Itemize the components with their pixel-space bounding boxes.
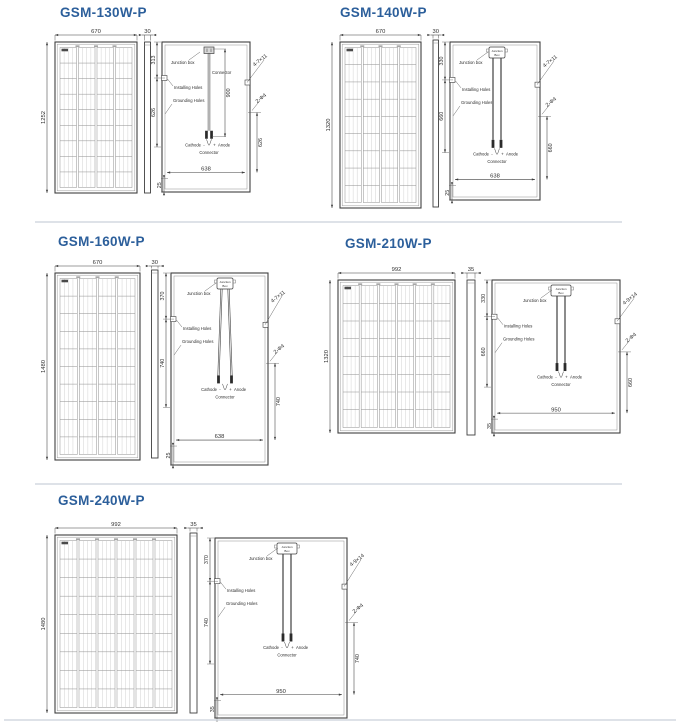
dim-back-mid: 660: [480, 347, 487, 357]
dim-back-top: 370: [203, 555, 210, 565]
dim-back-bottom-offset: 25: [445, 189, 451, 196]
dim-side-thickness: 35: [467, 267, 475, 274]
dim-arrow: [546, 176, 548, 179]
frame-clamp-mark: [358, 283, 362, 285]
drawing-line: [495, 148, 497, 154]
dim-arrow: [161, 265, 164, 267]
drawing-line: [229, 289, 232, 375]
front-frame: [55, 535, 177, 713]
dim-back-bottom-width: 950: [276, 688, 286, 695]
dim-arrow: [156, 144, 158, 147]
dim-arrow: [242, 171, 245, 173]
drawing-line: [225, 384, 227, 390]
dim-back-bottom-width: 638: [490, 173, 500, 180]
frame-clamp-mark: [431, 283, 435, 285]
dim-back-bottom-width: 638: [201, 166, 211, 173]
junction-box-text: Box: [558, 290, 564, 295]
junction-box-text: Box: [494, 52, 500, 57]
dim-arrow: [329, 430, 331, 433]
drawing-line: [168, 79, 174, 86]
back-view: [481, 280, 639, 436]
dim-arrow: [156, 75, 158, 78]
dim-mount-holes: 4-9×14: [348, 553, 366, 569]
panel-section-gsm-160w-p: [41, 260, 287, 468]
dim-arrow: [224, 49, 226, 52]
front-view: [55, 535, 177, 713]
label-installing-holes: Installing Holes: [227, 588, 256, 594]
drawing-line: [561, 372, 563, 378]
back-view: [160, 273, 287, 468]
mounting-hole: [535, 82, 540, 87]
label-connector-bottom: Connector: [215, 394, 235, 400]
label-junction-box: Junction box: [171, 60, 195, 65]
dim-back-bottom-width: 638: [214, 434, 225, 441]
panel-section-gsm-240w-p: [41, 522, 366, 721]
drawing-line: [209, 139, 211, 145]
dim-arrow: [139, 34, 142, 36]
nameplate-mark: [347, 49, 354, 52]
junction-box: [549, 285, 574, 296]
dim-arrow: [174, 527, 177, 529]
dim-arrow: [146, 265, 149, 267]
dim-ground-holes: 2-Φ4: [544, 96, 558, 109]
panel-title-gsm-210w-p: GSM-210W-P: [345, 236, 432, 251]
dim-arrow: [274, 363, 276, 366]
junction-box-text: Junction: [281, 544, 293, 549]
dim-arrow: [46, 535, 48, 538]
dim-front-width: 670: [92, 260, 103, 267]
dim-back-bottom-width: 950: [551, 407, 561, 414]
drawing-rect: [57, 537, 175, 711]
dim-arrow: [156, 42, 158, 45]
junction-box-text: Box: [222, 283, 228, 288]
dim-arrow: [165, 273, 167, 276]
dim-arrow: [338, 272, 341, 274]
dim-arrow: [55, 34, 58, 36]
dim-arrow: [486, 280, 488, 283]
nameplate-mark: [62, 542, 69, 545]
dim-arrow: [331, 42, 333, 45]
connector: [564, 363, 567, 371]
frame-clamp-mark: [113, 45, 117, 47]
dim-cable-length: 900: [226, 88, 233, 98]
frame-clamp-mark: [76, 45, 80, 47]
drawing-line: [497, 148, 499, 154]
dim-mount-holes: 4-7×11: [270, 289, 287, 305]
frame-clamp-mark: [133, 538, 137, 540]
label-connector-bottom: Connector: [551, 382, 571, 388]
dim-arrow: [220, 694, 223, 696]
drawing-rect: [215, 280, 218, 283]
dim-arrow: [256, 113, 258, 116]
front-view: [338, 280, 455, 433]
dim-arrow: [176, 439, 179, 441]
dim-arrow: [209, 661, 211, 664]
panel-title-gsm-140w-p: GSM-140W-P: [340, 5, 427, 20]
dim-back-mid: 626: [150, 108, 157, 117]
dim-back-top: 330: [480, 293, 487, 303]
panel-title-gsm-130w-p: GSM-130W-P: [60, 5, 147, 20]
dim-mount-holes: 4-7×11: [542, 54, 559, 70]
dim-back-mid: 740: [159, 358, 166, 368]
dim-arrow: [209, 538, 211, 541]
dim-front-width: 992: [111, 522, 121, 529]
label-installing-holes: Installing Holes: [183, 326, 212, 332]
dim-ground-holes: 2-Φ4: [351, 602, 365, 615]
dim-arrow: [46, 710, 48, 713]
dim-arrow: [353, 691, 355, 694]
connector: [217, 375, 220, 383]
junction-box-text: Junction: [555, 286, 567, 291]
label-cathode: Cathode: [473, 151, 489, 157]
drawing-line: [559, 372, 561, 378]
junction-box: [215, 278, 236, 289]
polarity-minus: -: [491, 151, 493, 157]
dim-side-thickness: 30: [151, 260, 158, 267]
dim-front-height: 1320: [325, 118, 332, 132]
cables: [205, 54, 213, 139]
label-anode: Anode: [506, 151, 519, 157]
label-junction-box: Junction box: [249, 556, 273, 561]
side-frame: [190, 533, 197, 713]
drawing-line: [456, 81, 462, 88]
connector: [205, 131, 208, 139]
drawing-line: [218, 289, 221, 375]
side-view: [467, 280, 475, 435]
frame-clamp-mark: [94, 45, 98, 47]
dim-back-right: 740: [355, 654, 362, 664]
back-view: [204, 538, 366, 721]
dim-arrow: [339, 694, 342, 696]
dim-arrow: [497, 412, 500, 414]
connector: [210, 131, 213, 139]
side-view: [433, 40, 439, 207]
junction-box-text: Junction: [491, 48, 503, 53]
label-connector-bottom: Connector: [199, 149, 219, 155]
frame-clamp-mark: [76, 276, 80, 278]
label-cathode: Cathode: [537, 374, 553, 380]
dim-back-bottom-offset: 25: [166, 452, 172, 459]
dim-arrow: [626, 410, 628, 413]
dim-arrow: [340, 34, 343, 36]
front-frame: [55, 42, 137, 193]
dim-ground-holes: 2-Φ4: [272, 343, 286, 356]
polarity-plus: +: [501, 151, 504, 157]
dim-arrow: [427, 34, 430, 36]
label-anode: Anode: [218, 142, 231, 148]
frame-clamp-mark: [379, 45, 383, 47]
frame-clamp-mark: [360, 45, 364, 47]
dim-arrow: [444, 80, 446, 83]
nameplate-mark: [345, 287, 352, 290]
dim-arrow: [46, 42, 48, 45]
drawing-rect: [487, 49, 490, 52]
drawing-line: [207, 139, 209, 145]
polarity-minus: -: [281, 645, 283, 650]
dim-arrow: [626, 352, 628, 355]
back-view: [151, 42, 269, 195]
drawing-line: [221, 582, 227, 589]
dim-arrow: [260, 439, 263, 441]
label-grounding-holes: Grounding Holes: [503, 336, 535, 342]
dim-arrow: [452, 272, 455, 274]
polarity-minus: -: [219, 386, 221, 392]
nameplate-mark: [62, 280, 69, 283]
junction-box-text: Box: [284, 548, 290, 553]
dim-back-bottom-offset: 25: [157, 182, 163, 189]
label-grounding-holes: Grounding Holes: [173, 98, 205, 103]
dim-back-top: 370: [159, 291, 166, 301]
connector: [500, 140, 503, 148]
frame-clamp-mark: [152, 538, 156, 540]
front-view: [55, 42, 137, 193]
dim-back-top: 313: [150, 55, 157, 65]
drawing-rect: [571, 287, 574, 290]
label-installing-holes: Installing Holes: [504, 323, 533, 329]
label-installing-holes: Installing Holes: [174, 85, 203, 90]
connector: [282, 634, 285, 642]
dim-arrow: [353, 623, 355, 626]
polarity-plus: +: [565, 374, 568, 380]
dim-arrow: [532, 178, 535, 180]
mounting-hole: [615, 319, 620, 324]
drawing-rect: [342, 44, 419, 206]
polarity-minus: -: [203, 142, 205, 148]
junction-box-body: [204, 47, 214, 54]
junction-box: [204, 47, 214, 54]
mounting-hole: [263, 322, 268, 327]
connector: [492, 140, 495, 148]
drawing-line: [177, 320, 183, 327]
label-junction-box: Junction box: [187, 291, 211, 296]
drawing-line: [495, 343, 502, 353]
label-connector-bottom: Connector: [277, 652, 297, 658]
drawing-line: [189, 52, 200, 60]
dim-front-width: 992: [391, 267, 402, 274]
dim-front-height: 1480: [40, 617, 47, 631]
dim-back-mid: 660: [438, 111, 445, 121]
label-grounding-holes: Grounding Holes: [226, 601, 258, 607]
dim-ground-holes: 2-Φ4: [624, 332, 638, 345]
drawing-rect: [505, 49, 508, 52]
frame-clamp-mark: [397, 45, 401, 47]
label-connector-bottom: Connector: [487, 158, 507, 164]
frame-clamp-mark: [95, 538, 99, 540]
dim-arrow: [256, 169, 258, 172]
dim-back-right: 660: [628, 378, 635, 388]
dim-arrow: [612, 412, 615, 414]
side-frame: [467, 280, 475, 435]
drawing-rect: [275, 545, 278, 548]
dim-arrow: [274, 437, 276, 440]
polarity-plus: +: [213, 142, 216, 148]
dim-back-right: 660: [548, 143, 555, 153]
label-cathode: Cathode: [201, 386, 217, 392]
dim-arrow: [444, 42, 446, 45]
dim-arrow: [224, 134, 226, 137]
dim-mount-holes: 4-9×14: [621, 291, 639, 307]
label-installing-holes: Installing Holes: [462, 86, 491, 92]
side-frame: [145, 42, 151, 193]
dim-arrow: [184, 527, 187, 529]
frame-clamp-mark: [76, 538, 80, 540]
dim-side-thickness: 30: [144, 29, 151, 36]
dim-arrow: [134, 34, 137, 36]
connector: [556, 363, 559, 371]
dim-arrow: [478, 272, 481, 274]
front-view: [340, 42, 421, 208]
label-connector-top: Connector: [212, 70, 232, 75]
dim-front-height: 1320: [323, 350, 330, 363]
label-anode: Anode: [296, 645, 309, 650]
panel-section-gsm-130w-p: [41, 29, 269, 195]
front-frame: [340, 42, 421, 208]
dim-arrow: [329, 280, 331, 283]
panel-title-gsm-240w-p: GSM-240W-P: [58, 493, 145, 508]
dim-arrow: [441, 34, 444, 36]
dim-side-thickness: 35: [190, 522, 197, 529]
dim-arrow: [153, 34, 156, 36]
dim-back-right: 740: [276, 397, 283, 407]
frame-clamp-mark: [413, 283, 417, 285]
connector: [230, 375, 233, 383]
dim-arrow: [46, 273, 48, 276]
drawing-rect: [233, 280, 236, 283]
dim-arrow: [209, 578, 211, 581]
polarity-minus: -: [555, 374, 557, 380]
polarity-plus: +: [291, 645, 294, 650]
side-view: [152, 270, 159, 458]
frame-clamp-mark: [96, 276, 100, 278]
dim-arrow: [55, 265, 58, 267]
mounting-hole: [342, 584, 347, 589]
dim-arrow: [165, 319, 167, 322]
dim-front-width: 670: [375, 29, 386, 36]
side-frame: [152, 270, 159, 458]
junction-box: [275, 543, 300, 554]
dim-back-mid: 740: [203, 618, 210, 628]
drawing-line: [219, 289, 222, 375]
dim-back-bottom-offset: 35: [210, 706, 216, 713]
frame-clamp-mark: [395, 283, 399, 285]
dim-arrow: [455, 178, 458, 180]
dim-arrow: [546, 116, 548, 119]
label-grounding-holes: Grounding Holes: [461, 99, 493, 105]
drawing-line: [223, 384, 225, 390]
back-view: [439, 42, 559, 203]
dim-front-height: 1480: [40, 360, 47, 373]
frame-clamp-mark: [114, 538, 118, 540]
panel-section-gsm-210w-p: [324, 267, 639, 436]
drawing-line: [453, 106, 460, 116]
label-anode: Anode: [570, 374, 583, 380]
dim-front-height: 1252: [40, 111, 47, 124]
drawing-line: [165, 104, 172, 114]
connector: [290, 634, 293, 642]
drawing-rect: [57, 44, 135, 191]
side-view: [145, 42, 151, 193]
dim-arrow: [46, 457, 48, 460]
cables: [282, 554, 293, 642]
dim-arrow: [486, 314, 488, 317]
dim-front-width: 670: [91, 29, 101, 36]
label-junction-box: Junction box: [459, 60, 483, 65]
drawing-line: [218, 607, 225, 617]
side-frame: [433, 40, 439, 207]
dim-back-bottom-offset: 35: [487, 423, 493, 430]
dim-arrow: [165, 316, 167, 319]
dim-arrow: [55, 527, 58, 529]
label-anode: Anode: [234, 386, 247, 392]
cables: [492, 58, 503, 148]
dim-arrow: [331, 205, 333, 208]
dim-back-top: 330: [438, 56, 445, 66]
drawing-rect: [297, 545, 300, 548]
dim-arrow: [418, 34, 421, 36]
dim-side-thickness: 30: [432, 29, 439, 36]
label-grounding-holes: Grounding Holes: [182, 339, 214, 345]
dim-arrow: [200, 527, 203, 529]
drawing-line: [267, 548, 278, 556]
drawing-line: [174, 345, 181, 355]
frame-clamp-mark: [115, 276, 119, 278]
dim-arrow: [444, 77, 446, 80]
dim-mount-holes: 4-7×11: [252, 53, 269, 69]
drawing-line: [205, 283, 216, 291]
dim-arrow: [486, 384, 488, 387]
mounting-hole: [245, 80, 250, 85]
cables: [556, 296, 567, 371]
label-cathode: Cathode: [263, 645, 279, 650]
junction-box: [487, 47, 508, 58]
drawing-line: [498, 318, 504, 325]
drawing-rect: [549, 287, 552, 290]
drawing-line: [285, 642, 287, 648]
front-view: [55, 273, 140, 460]
panel-section-gsm-140w-p: [326, 29, 559, 208]
dim-arrow: [46, 190, 48, 193]
dim-arrow: [137, 265, 140, 267]
dim-ground-holes: 2-Φ4: [254, 92, 268, 105]
label-cathode: Cathode: [185, 142, 201, 148]
side-view: [190, 533, 197, 713]
junction-box-text: Junction: [219, 279, 231, 284]
drawing-line: [287, 642, 289, 648]
dim-back-right: 626: [258, 138, 265, 147]
panel-title-gsm-160w-p: GSM-160W-P: [58, 234, 145, 249]
drawing-line: [541, 290, 552, 298]
frame-clamp-mark: [376, 283, 380, 285]
dim-arrow: [444, 149, 446, 152]
dim-arrow: [486, 317, 488, 320]
dim-arrow: [461, 272, 464, 274]
cables: [217, 289, 233, 383]
label-junction-box: Junction box: [523, 298, 547, 303]
dim-arrow: [156, 78, 158, 81]
dim-arrow: [167, 171, 170, 173]
nameplate-mark: [62, 49, 69, 52]
dim-arrow: [209, 581, 211, 584]
polarity-plus: +: [229, 386, 232, 392]
drawing-line: [477, 52, 488, 60]
drawing-line: [228, 289, 231, 375]
dim-arrow: [165, 404, 167, 407]
